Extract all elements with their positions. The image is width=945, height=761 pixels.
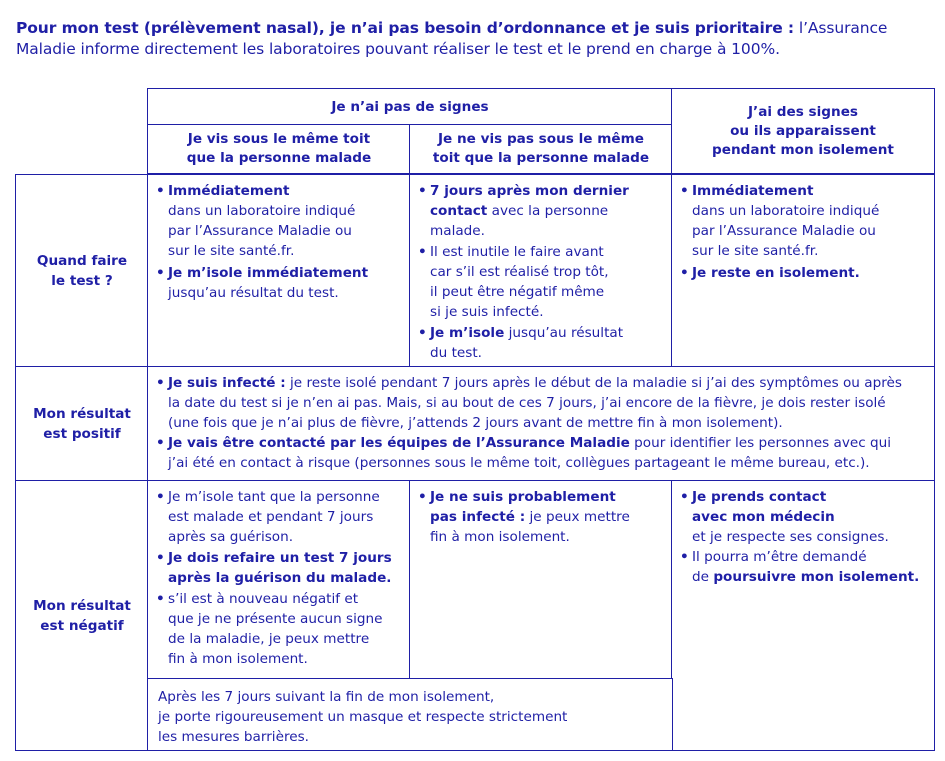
item-line: s’il est à nouveau négatif et — [168, 591, 359, 607]
item-line: Il pourra m’être demandé — [692, 549, 867, 565]
item-line: et je respecte ses consignes. — [692, 529, 889, 545]
list-item: • Immédiatement dans un laboratoire indiqué par l’Assurance Maladie ou sur le site santé.fr. — [156, 183, 356, 259]
list-item: • 7 jours après mon dernier contact avec la personne malade. — [418, 183, 629, 239]
item-line: par l’Assurance Maladie ou — [168, 223, 352, 239]
list-item: • Je reste en isolement. — [680, 265, 860, 281]
header-no-signs — [147, 88, 673, 126]
item-line: dans un laboratoire indiqué — [692, 203, 880, 219]
row-label-negative — [15, 480, 149, 751]
list-item: • Je m’isole immédiatement jusqu’au résultat du test. — [156, 265, 369, 301]
header-no-signs-text: Je n’ai pas de signes — [331, 98, 489, 115]
list-item: • Je m’isole jusqu’au résultat du test. — [418, 325, 624, 361]
list-item: • Je ne suis probablement pas infecté : je peux mettre fin à mon isolement. — [418, 489, 630, 545]
item-bold: poursuivre mon isolement. — [713, 569, 920, 585]
list-item: • Je m’isole tant que la personne est malade et pendant 7 jours après sa guérison. — [156, 489, 380, 545]
list-item: • Il pourra m’être demandé de poursuivre mon isolement. — [680, 549, 920, 585]
item-bold: Je reste en isolement. — [692, 265, 860, 281]
row-label-negative-line2: est négatif — [40, 617, 124, 634]
header-same-roof-line1: Je vis sous le même toit — [187, 131, 371, 147]
negative-same-roof-cell — [147, 480, 411, 680]
list-item: • Immédiatement dans un laboratoire indiqué par l’Assurance Maladie ou sur le site santé.fr. — [680, 183, 880, 259]
item-line: (une fois que je n’ai plus de fièvre, j’attends 2 jours avant de mettre fin à mon isolement). — [168, 415, 783, 431]
header-not-same-roof-line2: toit que la personne malade — [432, 150, 650, 166]
header-not-same-roof — [409, 124, 673, 174]
item-bold: Je dois refaire un test 7 jours — [168, 550, 392, 566]
when-same-roof-cell — [147, 174, 411, 368]
item-text: de — [692, 569, 714, 585]
item-bold: après la guérison du malade. — [168, 570, 392, 586]
row-label-negative-line1: Mon résultat — [33, 597, 131, 614]
item-line: fin à mon isolement. — [430, 529, 570, 545]
intro-bold: Pour mon test (prélèvement nasal), je n’ai pas besoin d’ordonnance et je suis prioritaire : — [16, 19, 795, 37]
item-line: sur le site santé.fr. — [692, 243, 819, 259]
row-label-when — [15, 174, 149, 368]
item-bold: Je suis infecté : — [168, 375, 286, 391]
item-line: est malade et pendant 7 jours — [168, 509, 374, 525]
list-item: • s’il est à nouveau négatif et que je ne présente aucun signe de la maladie, je peux mettre fin à mon isolement. — [156, 591, 383, 667]
item-line: que je ne présente aucun signe — [168, 611, 383, 627]
list-item: • Je suis infecté : je reste isolé pendant 7 jours après le début de la maladie si j’ai des symptômes ou après la date du test si je n’en ai pas. Mais, si au bout de ces 7 jours, j’ai encore de la fièvre, je dois rester isolé (une fois que je n’ai plus de fièvre, j’attends 2 jours avant de mettre fin à mon isolement). — [156, 375, 902, 431]
item-bold: pas infecté : — [430, 509, 526, 525]
item-line: dans un laboratoire indiqué — [168, 203, 356, 219]
item-line: Il est inutile le faire avant — [430, 244, 604, 260]
item-bold: Je ne suis probablement — [430, 489, 616, 505]
note-line: les mesures barrières. — [158, 729, 309, 745]
item-text: avec la personne — [487, 203, 609, 219]
item-line: car s’il est réalisé trop tôt, — [430, 264, 609, 280]
list-item: • Il est inutile le faire avant car s’il est réalisé trop tôt, il peut être négatif même si je suis infecté. — [418, 244, 609, 320]
intro-rest: l’Assurance Maladie informe directement les laboratoires pouvant réaliser le test et le prend en charge à 100%. — [16, 19, 888, 58]
item-bold: Je m’isole — [430, 325, 505, 341]
after-isolation-note — [147, 678, 673, 751]
item-bold: 7 jours après mon dernier — [430, 183, 629, 199]
item-line: la date du test si je n’en ai pas. Mais, si au bout de ces 7 jours, j’ai encore de la fièvre, je dois rester isolé — [168, 395, 886, 411]
list-item: • Je prends contact avec mon médecin et je respecte ses consignes. — [680, 489, 889, 545]
item-bold: Je vais être contacté par les équipes de l’Assurance Maladie — [168, 435, 630, 451]
note-line: Après les 7 jours suivant la fin de mon isolement, — [158, 689, 495, 705]
row-label-when-line2: le test ? — [51, 273, 113, 289]
header-signs — [671, 88, 935, 174]
list-item: • Je vais être contacté par les équipes de l’Assurance Maladie pour identifier les personnes avec qui j’ai été en contact à risque (personnes sous le même toit, collègues partageant le même bureau, etc.). — [156, 435, 892, 471]
header-signs-line3: pendant mon isolement — [712, 141, 894, 158]
negative-not-same-roof-cell — [409, 480, 673, 680]
header-not-same-roof-line1: Je ne vis pas sous le même — [437, 131, 644, 147]
when-not-same-roof-cell — [409, 174, 673, 368]
item-line: Je m’isole tant que la personne — [168, 489, 380, 505]
item-line: du test. — [430, 345, 482, 361]
positive-cell — [147, 366, 935, 482]
header-signs-line2: ou ils apparaissent — [730, 122, 876, 139]
item-bold: avec mon médecin — [692, 509, 835, 525]
list-item: • Je dois refaire un test 7 jours après la guérison du malade. — [156, 550, 392, 586]
item-line: de la maladie, je peux mettre — [168, 631, 370, 647]
item-bold: contact — [430, 203, 488, 219]
item-line: par l’Assurance Maladie ou — [692, 223, 876, 239]
item-line: après sa guérison. — [168, 529, 294, 545]
item-line: jusqu’au résultat du test. — [168, 285, 339, 301]
item-text: jusqu’au résultat — [504, 325, 624, 341]
item-text: je reste isolé pendant 7 jours après le début de la maladie si j’ai des symptômes ou après — [285, 375, 902, 391]
item-text: je peux mettre — [525, 509, 630, 525]
intro-paragraph — [16, 18, 931, 60]
when-signs-cell — [671, 174, 935, 368]
item-line: sur le site santé.fr. — [168, 243, 295, 259]
item-bold: Je prends contact — [692, 489, 827, 505]
item-line: malade. — [430, 223, 485, 239]
item-bold: Immédiatement — [168, 183, 290, 199]
header-same-roof — [147, 124, 411, 174]
item-text: pour identifier les personnes avec qui — [629, 435, 892, 451]
note-line: je porte rigoureusement un masque et respecte strictement — [158, 709, 568, 725]
item-bold: Je m’isole immédiatement — [168, 265, 369, 281]
item-line: fin à mon isolement. — [168, 651, 308, 667]
row-label-positive-line2: est positif — [43, 426, 121, 442]
item-line: il peut être négatif même — [430, 284, 605, 300]
item-bold: Immédiatement — [692, 183, 814, 199]
row-label-when-line1: Quand faire — [36, 253, 128, 269]
row-label-positive-line1: Mon résultat — [33, 406, 131, 422]
row-label-positive — [15, 366, 149, 482]
item-line: si je suis infecté. — [430, 304, 544, 320]
negative-signs-cell — [671, 480, 935, 751]
header-same-roof-line2: que la personne malade — [186, 150, 372, 166]
item-line: j’ai été en contact à risque (personnes sous le même toit, collègues partageant le même bureau, etc.). — [168, 455, 870, 471]
header-signs-line1: J’ai des signes — [747, 103, 858, 120]
